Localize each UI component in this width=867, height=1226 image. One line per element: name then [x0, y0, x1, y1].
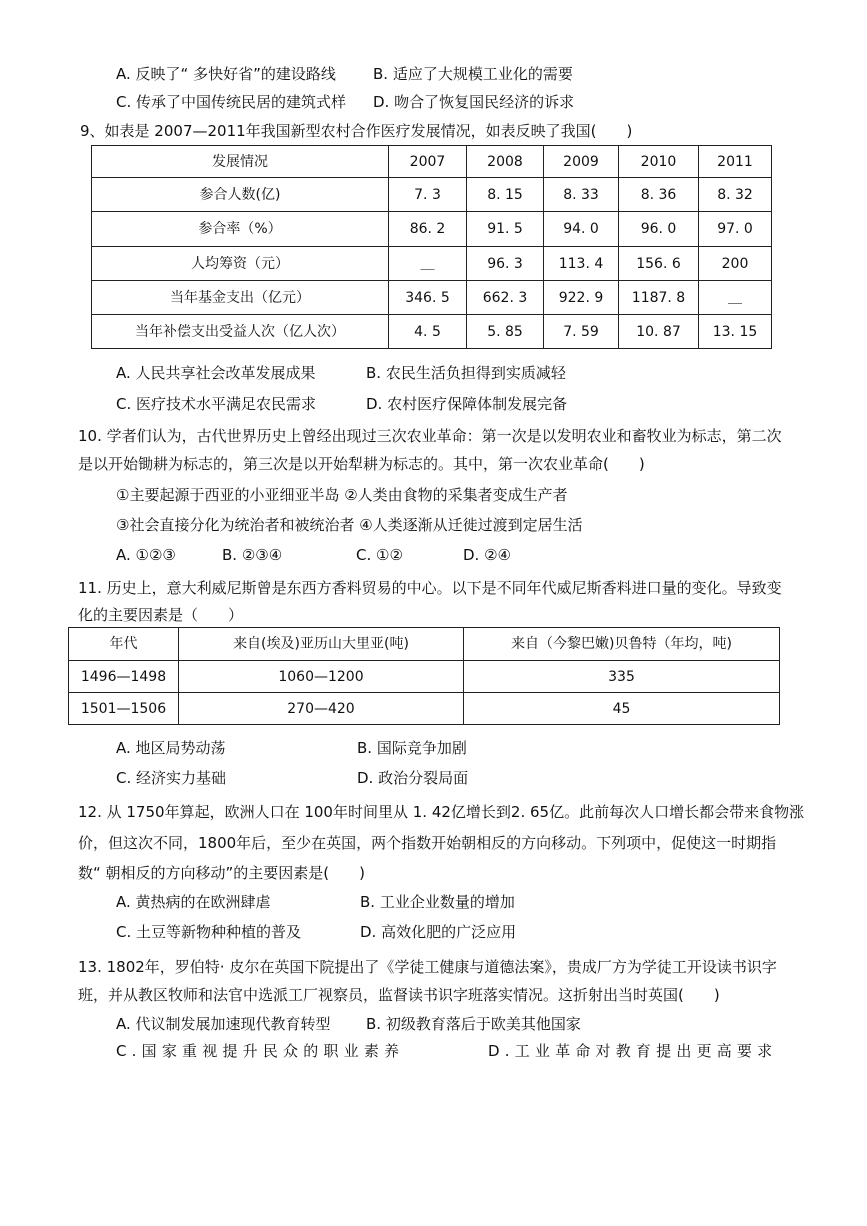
table-cell: 96. 0 [619, 212, 699, 247]
table-cell: 8. 32 [699, 178, 772, 212]
q9-stem: 9、如表是 2007—2011年我国新型农村合作医疗发展情况，如表反映了我国( ) [80, 122, 633, 140]
table-cell: ＿ [389, 247, 467, 281]
table-cell: 270—420 [179, 693, 464, 725]
table-cell: 参合人数(亿) [92, 178, 389, 212]
table-cell: 86. 2 [389, 212, 467, 247]
table-header-row [69, 628, 780, 661]
table-header-cell: 2010 [619, 146, 699, 178]
q12-option-d: D. 高效化肥的广泛应用 [360, 923, 517, 941]
table-cell: 1501—1506 [69, 693, 179, 725]
table-cell: 1187. 8 [619, 281, 699, 315]
table-cell: 人均筹资（元） [92, 247, 389, 281]
q10-option-b: B. ②③④ [222, 546, 283, 564]
q10-option-c: C. ①② [356, 546, 403, 564]
table-header-cell: 2008 [467, 146, 544, 178]
q10-statement-2: ③社会直接分化为统治者和被统治者 ④人类逐渐从迁徙过渡到定居生活 [116, 516, 583, 534]
table-row [69, 661, 780, 693]
q8-option-b: B. 适应了大规模工业化的需要 [373, 65, 573, 83]
table-cell: 94. 0 [544, 212, 619, 247]
table-row [92, 247, 772, 281]
q11-stem-line2: 化的主要因素是（ ） [78, 606, 244, 624]
table-cell: 1060—1200 [179, 661, 464, 693]
table-row [92, 281, 772, 315]
q13-option-c: C.国家重视提升民众的职业素养 [116, 1042, 405, 1060]
q8-option-a: A. 反映了“ 多快好省”的建设路线 [116, 65, 336, 83]
table-cell: 91. 5 [467, 212, 544, 247]
q12-stem-line1: 12. 从 1750年算起，欧洲人口在 100年时间里从 1. 42亿增长到2. 65亿。此前每次人口增长都会带来食物涨 [78, 803, 805, 821]
table-cell: 200 [699, 247, 772, 281]
q9-option-d: D. 农村医疗保障体制发展完备 [366, 395, 568, 413]
table-header-row [92, 146, 772, 178]
table-cell: 662. 3 [467, 281, 544, 315]
table-header-cell: 2011 [699, 146, 772, 178]
table-cell: 当年补偿支出受益人次（亿人次） [92, 315, 389, 349]
q12-stem-line3: 数“ 朝相反的方向移动”的主要因素是( ) [78, 864, 366, 882]
table-cell: 8. 33 [544, 178, 619, 212]
q10-stem-line1: 10. 学者们认为，古代世界历史上曾经出现过三次农业革命：第一次是以发明农业和畜牧业为标志，第二次 [78, 427, 782, 445]
table-cell: 45 [464, 693, 780, 725]
q13-stem-line1: 13. 1802年，罗伯特· 皮尔在英国下院提出了《学徒工健康与道德法案》，贵成厂方为学徒工开设读书识字 [78, 958, 777, 976]
table-cell: 113. 4 [544, 247, 619, 281]
q13-option-a: A. 代议制发展加速现代教育转型 [116, 1015, 331, 1033]
q11-table [68, 627, 780, 725]
table-cell: 5. 85 [467, 315, 544, 349]
table-header-cell: 年代 [69, 628, 179, 661]
q11-stem-line1: 11. 历史上，意大利威尼斯曾是东西方香料贸易的中心。以下是不同年代威尼斯香料进口量的变化。导致变 [78, 579, 782, 597]
table-header-cell: 来自（今黎巴嫩)贝鲁特（年均，吨) [464, 628, 780, 661]
table-cell: 97. 0 [699, 212, 772, 247]
table-cell: 参合率（%） [92, 212, 389, 247]
table-cell: 4. 5 [389, 315, 467, 349]
q12-option-c: C. 土豆等新物种种植的普及 [116, 923, 302, 941]
table-cell: 922. 9 [544, 281, 619, 315]
q13-stem-line2: 班，并从教区牧师和法官中选派工厂视察员，监督读书识字班落实情况。这折射出当时英国( ) [78, 986, 720, 1004]
table-header-cell: 来自(埃及)亚历山大里亚(吨) [179, 628, 464, 661]
q10-option-d: D. ②④ [463, 546, 511, 564]
q11-option-c: C. 经济实力基础 [116, 769, 227, 787]
table-cell: ＿ [699, 281, 772, 315]
table-cell: 96. 3 [467, 247, 544, 281]
table-cell: 10. 87 [619, 315, 699, 349]
q9-option-a: A. 人民共享社会改革发展成果 [116, 364, 316, 382]
table-row [69, 693, 780, 725]
q10-statement-1: ①主要起源于西亚的小亚细亚半岛 ②人类由食物的采集者变成生产者 [116, 486, 568, 504]
q12-stem-line2: 价，但这次不同，1800年后，至少在英国，两个指数开始朝相反的方向移动。下列项中，促使这一时期指 [78, 834, 777, 852]
q11-option-d: D. 政治分裂局面 [357, 769, 469, 787]
q11-option-b: B. 国际竞争加剧 [357, 739, 467, 757]
table-row [92, 178, 772, 212]
table-cell: 1496—1498 [69, 661, 179, 693]
q11-option-a: A. 地区局势动荡 [116, 739, 226, 757]
table-cell: 335 [464, 661, 780, 693]
table-cell: 346. 5 [389, 281, 467, 315]
table-cell: 156. 6 [619, 247, 699, 281]
table-cell: 8. 36 [619, 178, 699, 212]
q10-stem-line2: 是以开始锄耕为标志的，第三次是以开始犁耕为标志的。其中，第一次农业革命( ) [78, 455, 645, 473]
q12-option-b: B. 工业企业数量的增加 [360, 893, 515, 911]
table-cell: 当年基金支出（亿元） [92, 281, 389, 315]
q12-option-a: A. 黄热病的在欧洲肆虐 [116, 893, 271, 911]
table-header-cell: 2007 [389, 146, 467, 178]
table-header-cell: 2009 [544, 146, 619, 178]
table-cell: 13. 15 [699, 315, 772, 349]
q9-option-c: C. 医疗技术水平满足农民需求 [116, 395, 317, 413]
table-cell: 8. 15 [467, 178, 544, 212]
q8-option-c: C. 传承了中国传统民居的建筑式样 [116, 93, 347, 111]
table-cell: 7. 59 [544, 315, 619, 349]
table-header-cell: 发展情况 [92, 146, 389, 178]
table-cell: 7. 3 [389, 178, 467, 212]
table-row [92, 212, 772, 247]
q13-option-d: D.工业革命对教育提出更高要求 [488, 1042, 778, 1060]
q9-table [91, 145, 772, 349]
q9-option-b: B. 农民生活负担得到实质减轻 [366, 364, 566, 382]
q13-option-b: B. 初级教育落后于欧美其他国家 [366, 1015, 581, 1033]
table-row [92, 315, 772, 349]
q10-option-a: A. ①②③ [116, 546, 176, 564]
q8-option-d: D. 吻合了恢复国民经济的诉求 [373, 93, 575, 111]
